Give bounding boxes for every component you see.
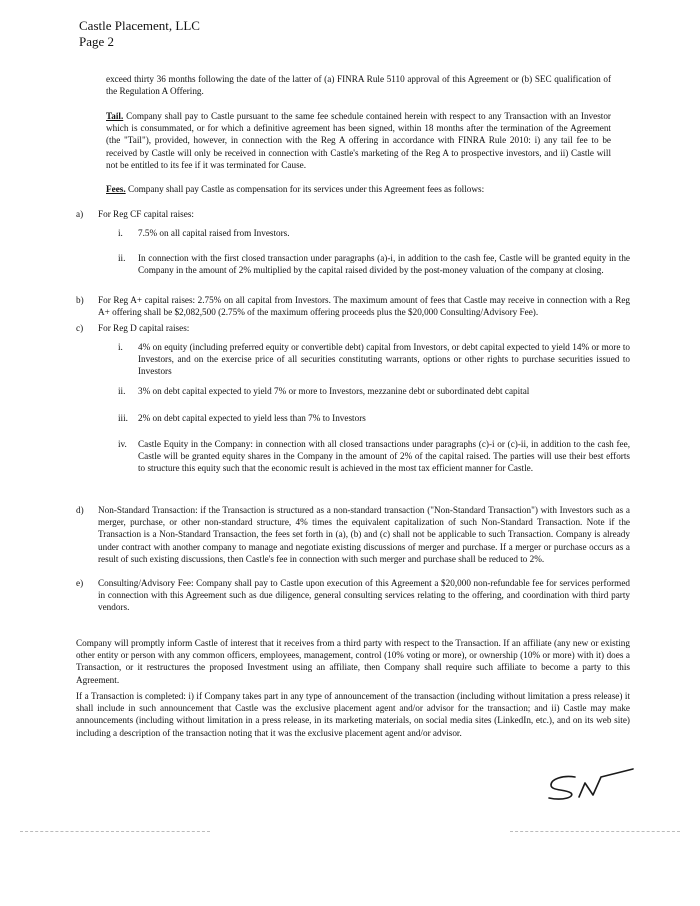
item-c-iii-marker: iii. — [118, 413, 128, 423]
item-c-iv-marker: iv. — [118, 439, 127, 449]
item-c-i-text: 4% on equity (including preferred equity or convertible debt) capital from Investors, or debt capital expected to yield 14% or more to Investors, and on the exercise price of all securities constituting warrants, options or other rights to purchase securities issued to Investors — [138, 342, 630, 377]
item-c-marker: c) — [76, 323, 84, 333]
announcement-paragraph: If a Transaction is completed: i) if Company takes part in any type of announcement of the transaction (including without limitation a press release) it shall include in such announcement that Castle was the exclusive placement agent and/or advisor for the transaction; and ii) Castle may make announcements (including without limitation in a press release, in its marketing materials, on social media sites (LinkedIn, etc.), and on its web site) including a description of the transaction noting that it was the exclusive placement agent and/or advisor. — [76, 691, 630, 738]
item-a-marker: a) — [76, 209, 84, 219]
item-d-text: Non-Standard Transaction: if the Transaction is structured as a non-standard transaction ("Non-Standard Transaction") with Investors such as a merger, purchase, or other non-standard structure, 4% times the equivalent capitalization of such Non-Standard Transaction. Note if the Transaction is a Non-Standard Transaction, the fees set forth in (a), (b) and (c) shall not be applicable to such Transaction. Company is already under contract with another company to manage and negotiate existing discussions of merger and purchase. If a merger or purchase occurs as a result of such existing discussions, then Castle's fee in connection with such merger and purchase shall be reduced to 2%. — [98, 505, 630, 564]
item-e-marker: e) — [76, 578, 84, 588]
fees-text: Company shall pay Castle as compensation for its services under this Agreement fees as follows: — [125, 184, 485, 194]
signature-s-stroke — [549, 776, 575, 799]
item-b-marker: b) — [76, 295, 84, 305]
item-c-iii-text: 2% on debt capital expected to yield less than 7% to Investors — [138, 413, 366, 423]
header-page: Page 2 — [79, 34, 115, 49]
item-b-text: For Reg A+ capital raises: 2.75% on all capital from Investors. The maximum amount of fees that Castle may receive in connection with a Reg A+ offering shall be $2,082,500 (2.75% of the maximum offering proceeds plus the $20,000 Consulting/Advisory Fee). — [98, 295, 630, 318]
item-c-text: For Reg D capital raises: — [98, 323, 190, 333]
fees-heading: Fees. — [106, 184, 126, 194]
item-a-ii-text: In connection with the first closed transaction under paragraphs (a)-i, in addition to the cash fee, Castle will be granted equity in the Company in the amount of 2% multiplied by the capital raised divided by the post-money valuation of the company at closing. — [138, 253, 630, 276]
item-c-iv-text: Castle Equity in the Company: in connection with all closed transactions under paragraphs (c)-i or (c)-ii, in addition to the cash fee, Castle will be granted equity shares in the Company in the amount of 2% of the capital raised. The parties will use their best efforts to structure this equity such that the economic result is achieved in the most tax efficient manner for Castle. — [138, 439, 630, 474]
item-c-i-marker: i. — [118, 342, 123, 352]
item-c-ii-text: 3% on debt capital expected to yield 7% or more to Investors, mezzanine debt or subordinated debt capital — [138, 386, 530, 396]
tail-heading: Tail. — [106, 111, 124, 121]
item-a-i-text: 7.5% on all capital raised from Investors. — [138, 228, 290, 238]
affiliate-paragraph: Company will promptly inform Castle of interest that it receives from a third party with respect to the Transaction. If an affiliate (any new or existing other entity or person with any common officers, employees, management, control (10% voting or more), or ownership (10% or more) with it) does a Transaction, or it restructures the proposed Investment using an affiliate, then Company shall require such affiliate to become a party to this Agreement. — [76, 638, 630, 685]
tail-text: Company shall pay to Castle pursuant to the same fee schedule contained herein with respect to any Transaction with an Investor which is consummated, or for which a definitive agreement has been signed, within 18 months after the termination of the Agreement (the "Tail"), provided, however, in connection with the Reg A offering in accordance with FINRA Rule 2010: i) any tail fee to be received by Castle will only be received in connection with Castle's marketing of the Reg A to prospective investors, and ii) Castle will not be entitled to its fee if it was terminated for Cause. — [106, 111, 611, 170]
header-company: Castle Placement, LLC — [79, 18, 200, 33]
fees-paragraph — [106, 183, 611, 195]
item-a-text: For Reg CF capital raises: — [98, 209, 194, 219]
item-a-ii-marker: ii. — [118, 253, 126, 263]
signature-initials — [545, 765, 645, 805]
scan-artifact-left — [20, 831, 210, 832]
signature-n-stroke — [579, 769, 633, 797]
tail-paragraph — [106, 110, 611, 171]
scan-artifact-right — [510, 831, 680, 832]
item-c-ii-marker: ii. — [118, 386, 126, 396]
item-d-marker: d) — [76, 505, 84, 515]
continuation-paragraph: exceed thirty 36 months following the date of the latter of (a) FINRA Rule 5110 approval of this Agreement or (b) SEC qualification of the Regulation A Offering. — [106, 74, 611, 97]
item-a-i-marker: i. — [118, 228, 123, 238]
item-e-text: Consulting/Advisory Fee: Company shall pay to Castle upon execution of this Agreement a $20,000 non-refundable fee for services performed in connection with this Agreement such as due diligence, general consulting services relating to the offering, and coordination with third party vendors. — [98, 578, 630, 613]
